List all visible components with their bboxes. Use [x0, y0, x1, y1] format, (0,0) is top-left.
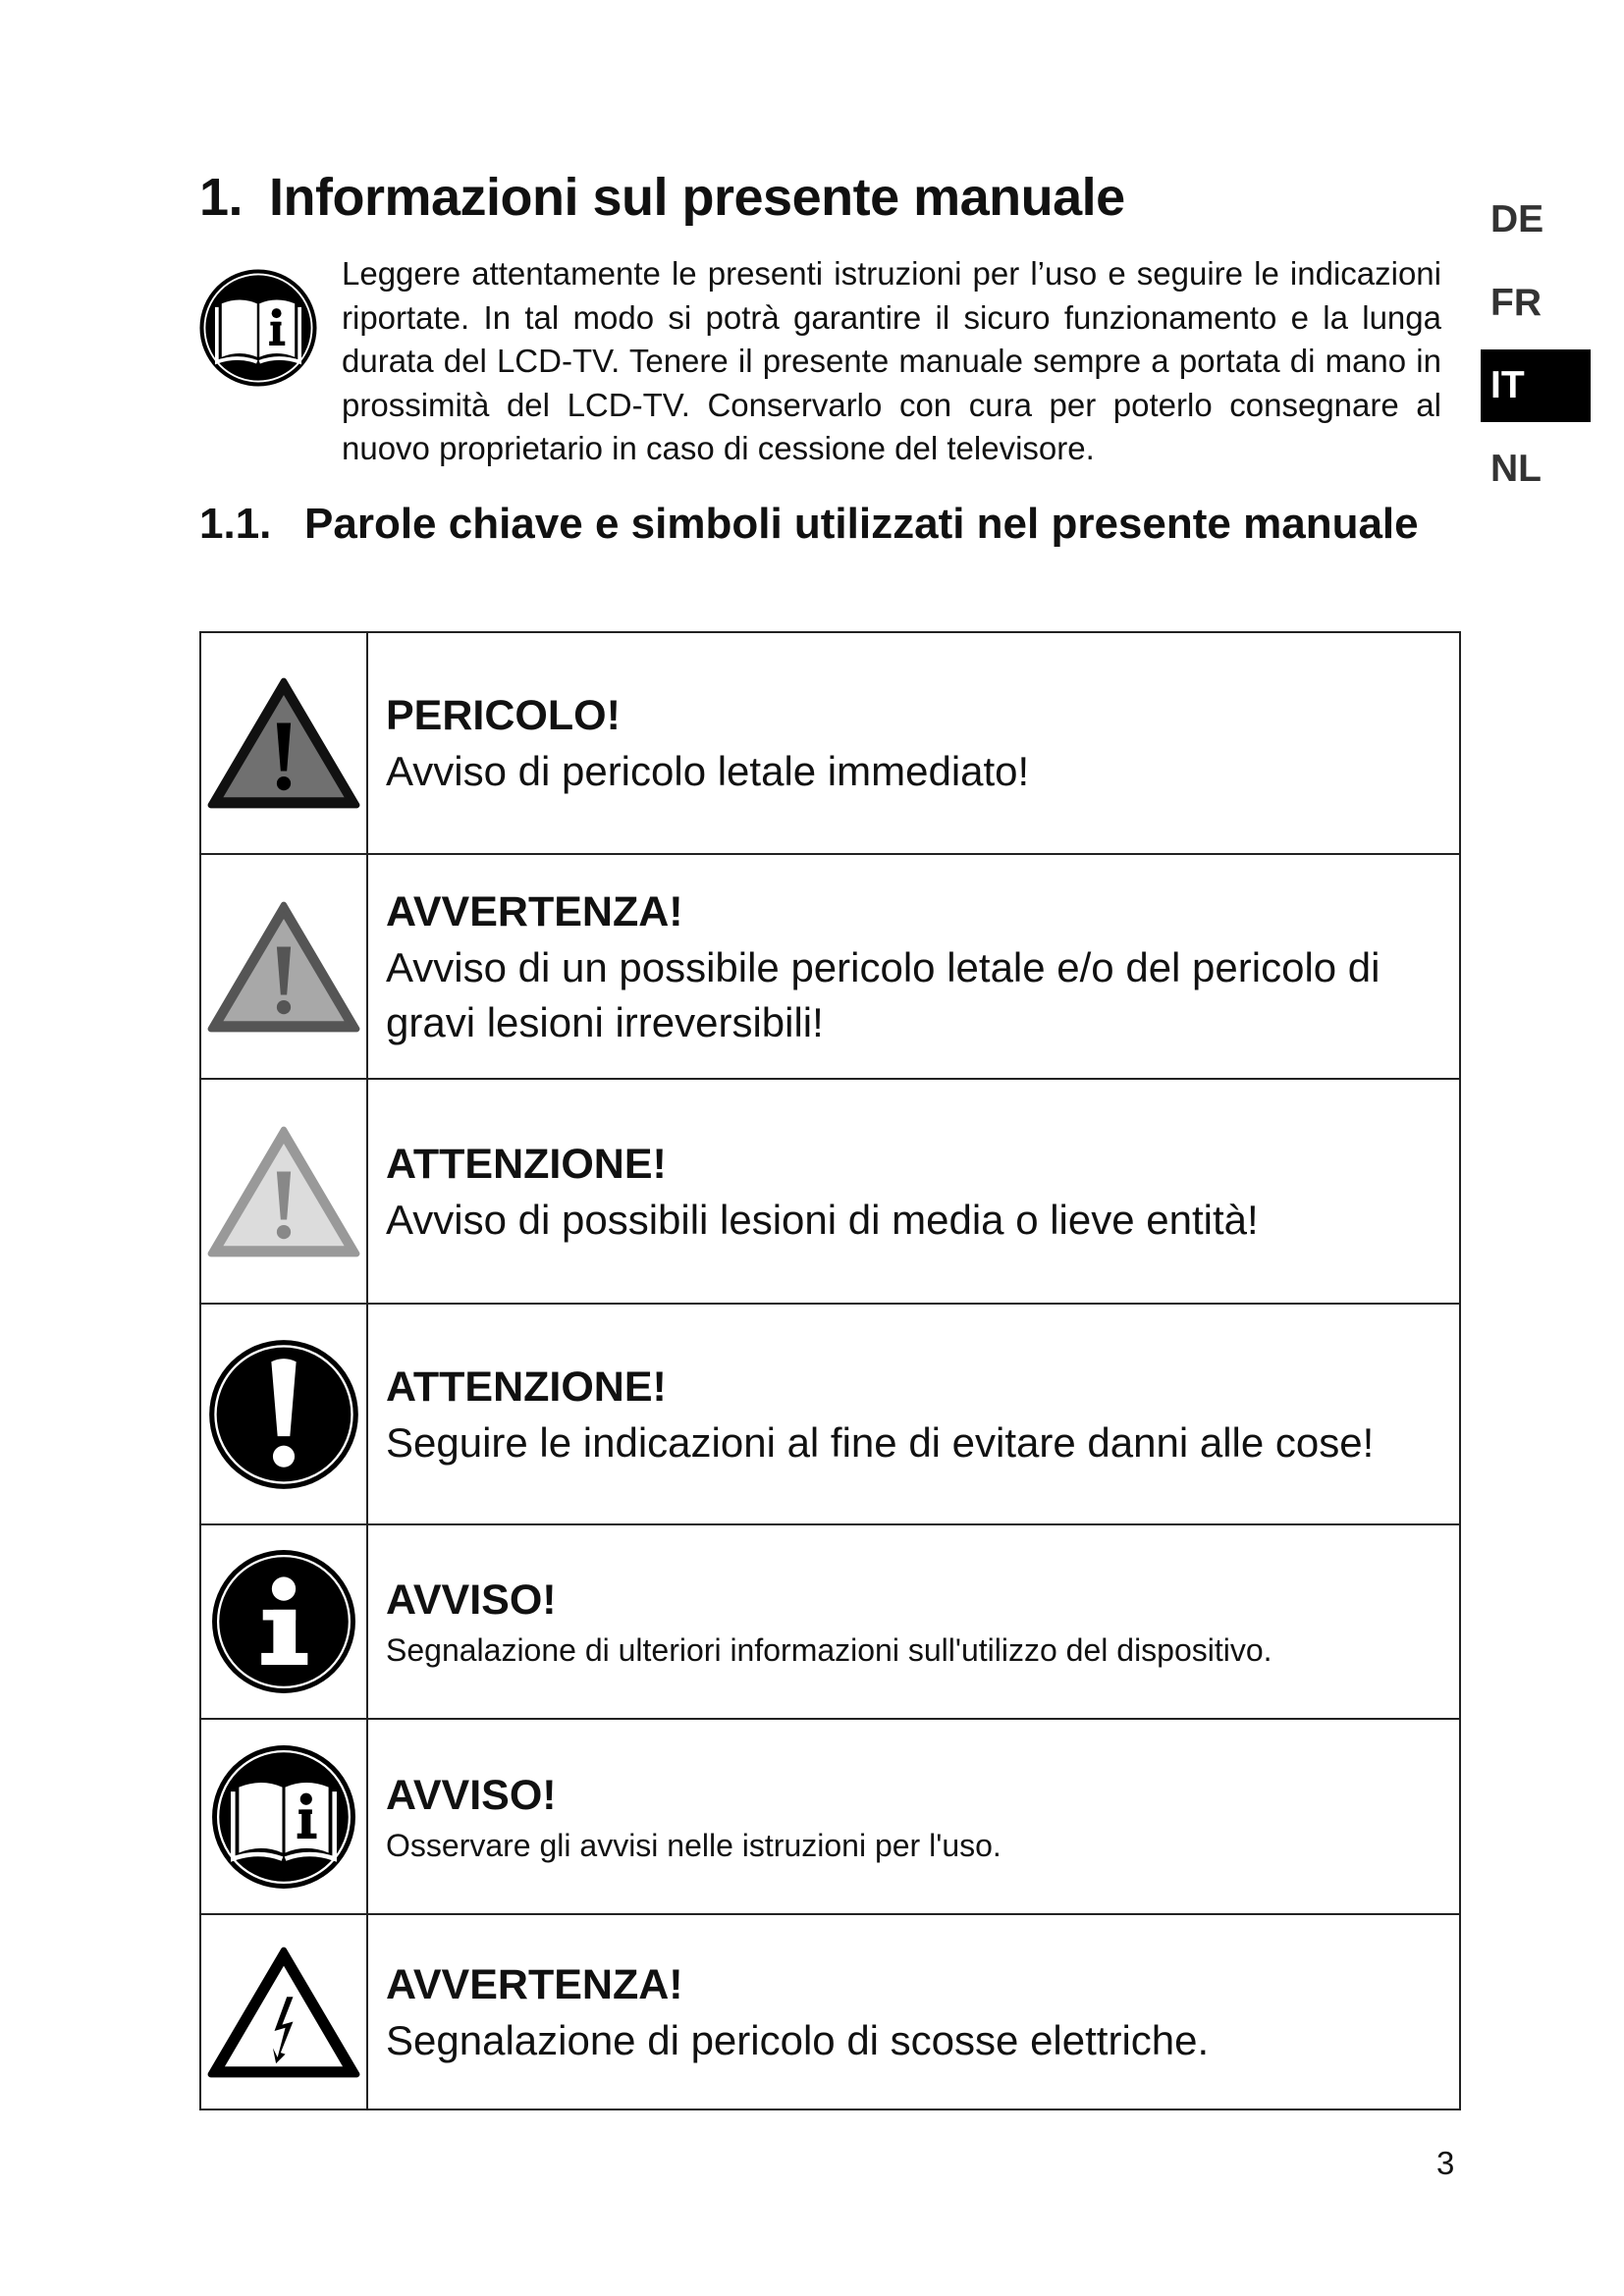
symbols-table [199, 631, 1461, 2110]
symbol-title: PERICOLO! [386, 692, 621, 739]
section-heading: 1.1. Parole chiave e simboli utilizzati nel presente manuale [199, 500, 1419, 548]
symbol-description: Segnalazione di ulteriori informazioni sull'utilizzo del dispositivo. [386, 1632, 1272, 1668]
lang-tab-de[interactable]: DE [1490, 198, 1544, 240]
symbol-title: AVVISO! [386, 1771, 557, 1819]
page-number: 3 [1436, 2145, 1455, 2181]
symbol-title: ATTENZIONE! [386, 1362, 667, 1411]
symbol-title: AVVERTENZA! [386, 887, 683, 935]
caution-triangle-icon [206, 1125, 361, 1258]
lang-tab-fr[interactable]: FR [1490, 282, 1542, 324]
symbol-row-electric [200, 1914, 1460, 2109]
symbol-title: ATTENZIONE! [386, 1140, 667, 1188]
symbol-description: Segnalazione di pericolo di scosse elettriche. [386, 2016, 1210, 2063]
symbol-description: Avviso di un possibile pericolo letale e/o del pericolo di gravi lesioni irreversibili! [386, 943, 1380, 1045]
intro-paragraph: Leggere attentamente le presenti istruzioni per l’uso e seguire le indicazioni riportate. In tal modo si potrà garantire il sicuro funzionamento e la lunga durata del LCD-TV. Tenere il presente manuale sempre a portata di mano in prossimità del LCD-TV. Conservarlo con cura per poterlo consegnare al nuovo proprietario in caso di cessione del televisore. [342, 255, 1441, 466]
symbol-row-manual [200, 1719, 1460, 1914]
symbol-row-warning [200, 854, 1460, 1079]
symbol-title: AVVERTENZA! [386, 1960, 683, 2008]
symbol-row-caution [200, 1079, 1460, 1304]
lang-tab-it[interactable]: IT [1481, 349, 1591, 422]
symbol-description: Avviso di possibili lesioni di media o lieve entità! [386, 1196, 1259, 1243]
danger-triangle-icon [206, 676, 361, 810]
manual-book-icon [197, 267, 319, 389]
exclamation-circle-icon [206, 1337, 361, 1492]
lang-tab-nl[interactable]: NL [1490, 448, 1542, 490]
symbol-row-danger [200, 632, 1460, 854]
page-title: 1. Informazioni sul presente manuale [199, 168, 1125, 227]
symbol-description: Avviso di pericolo letale immediato! [386, 748, 1030, 794]
warning-triangle-icon [206, 900, 361, 1034]
info-circle-icon [209, 1547, 358, 1696]
manual-book-icon [209, 1742, 358, 1892]
symbol-row-info [200, 1524, 1460, 1719]
electric-shock-icon [206, 1946, 361, 2079]
symbol-row-attention [200, 1304, 1460, 1524]
symbol-title: AVVISO! [386, 1576, 557, 1624]
symbol-description: Seguire le indicazioni al fine di evitare danni alle cose! [386, 1418, 1375, 1466]
symbol-description: Osservare gli avvisi nelle istruzioni per l'uso. [386, 1827, 1001, 1863]
